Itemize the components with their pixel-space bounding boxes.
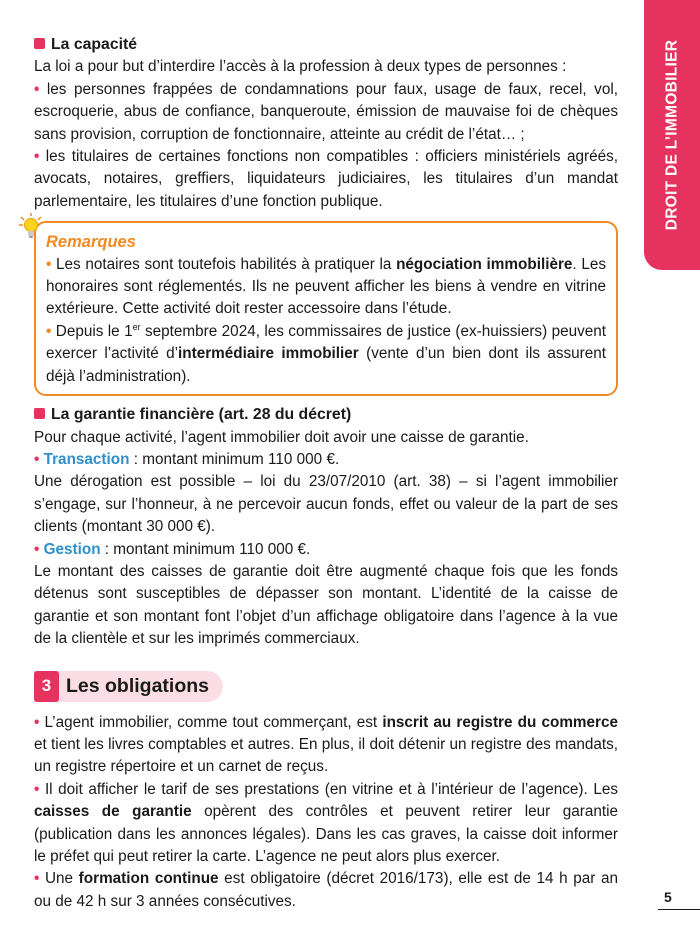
capacite-item-2-text: les titulaires de certaines fonctions non compatibles : officiers ministériels agréés, avocats, notaires, greffiers, liquidateurs judiciaires, les titulaires d’un mandat parlementaire, les titulaires d’une fonction publique.: [34, 148, 618, 210]
chapter-side-tab: [644, 0, 700, 270]
bullet-icon: •: [34, 148, 40, 166]
garantie-gestion: [34, 539, 618, 561]
gestion-label: Gestion: [43, 540, 101, 558]
bullet-icon: •: [34, 540, 40, 558]
remarques-title: Remarques: [46, 233, 136, 252]
square-bullet-icon: [34, 408, 45, 419]
section-3-heading: [34, 671, 223, 702]
square-bullet-icon: [34, 38, 45, 49]
obligation-3-bold: formation continue: [78, 870, 219, 888]
remarque-1-text-a: Les notaires sont toutefois habilités à pratiquer la: [56, 255, 397, 273]
remarque-1: [46, 254, 606, 321]
bullet-icon: •: [34, 780, 40, 798]
garantie-title: La garantie financière (art. 28 du décret): [51, 406, 352, 424]
obligation-1-bold: inscrit au registre du commerce: [382, 713, 619, 731]
obligation-2-text-c: opèrent des contrôles et peuvent retirer leur garantie (publication dans les annonces légales). Dans les cas graves, la caisse doit informer le préfet qui peut retirer la carte. L’agence ne peut alors plus exercer.: [34, 803, 619, 865]
capacite-intro: La loi a pour but d’interdire l’accès à la profession à deux types de personnes :: [34, 58, 567, 76]
remarque-1-text-c: . Les honoraires sont réglementés. Ils ne peuvent afficher les biens à vendre en vitrine extérieure. Cette activité doit rester accessoire dans l’étude.: [46, 255, 606, 318]
capacite-item-2: [34, 146, 618, 213]
garantie-transaction: [34, 449, 618, 471]
obligation-3-text-c: est obligatoire (décret 2016/173), elle est de 14 h par an ou de 42 h sur 3 années consécutives.: [34, 870, 618, 910]
garantie-derogation: Une dérogation est possible – loi du 23/07/2010 (art. 38) – si l’agent immobilier s’engage, sur l’honneur, à ne percevoir aucun fonds, effet ou valeur de la part de ses clients (montant 30 000 €).: [34, 473, 618, 536]
capacite-item-1: [34, 79, 618, 146]
remarque-1-bold: négociation immobilière: [396, 255, 573, 273]
chapter-side-tab-label: DROIT DE L’IMMOBILIER: [663, 39, 681, 231]
section-3-title: Les obligations: [66, 674, 210, 697]
page-number-rule: [658, 909, 700, 910]
remarque-2-sup: er: [132, 321, 141, 332]
garantie-intro: Pour chaque activité, l’agent immobilier doit avoir une caisse de garantie.: [34, 428, 529, 446]
obligation-3-text-a: Une: [44, 870, 79, 888]
page-number: 5: [664, 889, 672, 905]
capacite-heading: [34, 34, 618, 56]
obligation-1-text-a: L’agent immobilier, comme tout commerçant, est: [44, 713, 383, 731]
capacite-item-1-text: les personnes frappées de condamnations pour faux, usage de faux, recel, vol, escroquerie, abus de confiance, banqueroute, émission de mauvaise foi de chèques sans provision, corruption de fonctionnaire, atteinte au crédit de l’état… ;: [34, 80, 618, 143]
remarque-2: [46, 321, 606, 388]
remarques-box: [34, 221, 618, 396]
remarque-2-bold: intermédiaire immobilier: [178, 345, 359, 363]
transaction-label: Transaction: [43, 450, 130, 468]
obligation-3: [34, 868, 618, 913]
bullet-icon: •: [46, 255, 52, 273]
remarque-2-text-a: Depuis le 1: [55, 322, 133, 340]
gestion-text: : montant minimum 110 000 €.: [100, 540, 311, 558]
section-3-number: 3: [34, 671, 59, 702]
obligation-2-bold: caisses de garantie: [34, 803, 192, 821]
bullet-icon: •: [34, 450, 40, 468]
bullet-icon: •: [34, 870, 40, 888]
remarque-2-text-b: septembre 2024, les commissaires de justice (ex-huissiers) peuvent exercer l’activité d’: [46, 322, 607, 363]
remarque-2-text-d: (vente d’un bien dont ils assurent déjà l’administration).: [46, 345, 607, 385]
page-content: [34, 34, 618, 913]
lightbulb-icon: [18, 213, 44, 243]
bullet-icon: •: [34, 713, 40, 731]
capacite-title: La capacité: [51, 36, 138, 53]
obligation-1: [34, 712, 618, 779]
obligation-1-text-c: et tient les livres comptables et autres. En plus, il doit détenir un registre des mandats, un registre répertoire et un carnet de reçus.: [34, 735, 618, 776]
obligation-2-text-a: Il doit afficher le tarif de ses prestations (en vitrine et à l’intérieur de l’agence). Les: [44, 780, 618, 798]
transaction-text: : montant minimum 110 000 €.: [129, 450, 340, 468]
obligation-2: [34, 779, 618, 869]
garantie-conclusion: Le montant des caisses de garantie doit être augmenté chaque fois que les fonds détenus sont susceptibles de dépasser son montant. L’identité de la caisse de garantie et son montant font l’objet d’un affichage obligatoire dans l’agence à la vue de la clientèle et sur les imprimés commerciaux.: [34, 562, 618, 648]
bullet-icon: •: [34, 80, 40, 98]
garantie-heading: [34, 404, 618, 426]
bullet-icon: •: [46, 322, 52, 340]
